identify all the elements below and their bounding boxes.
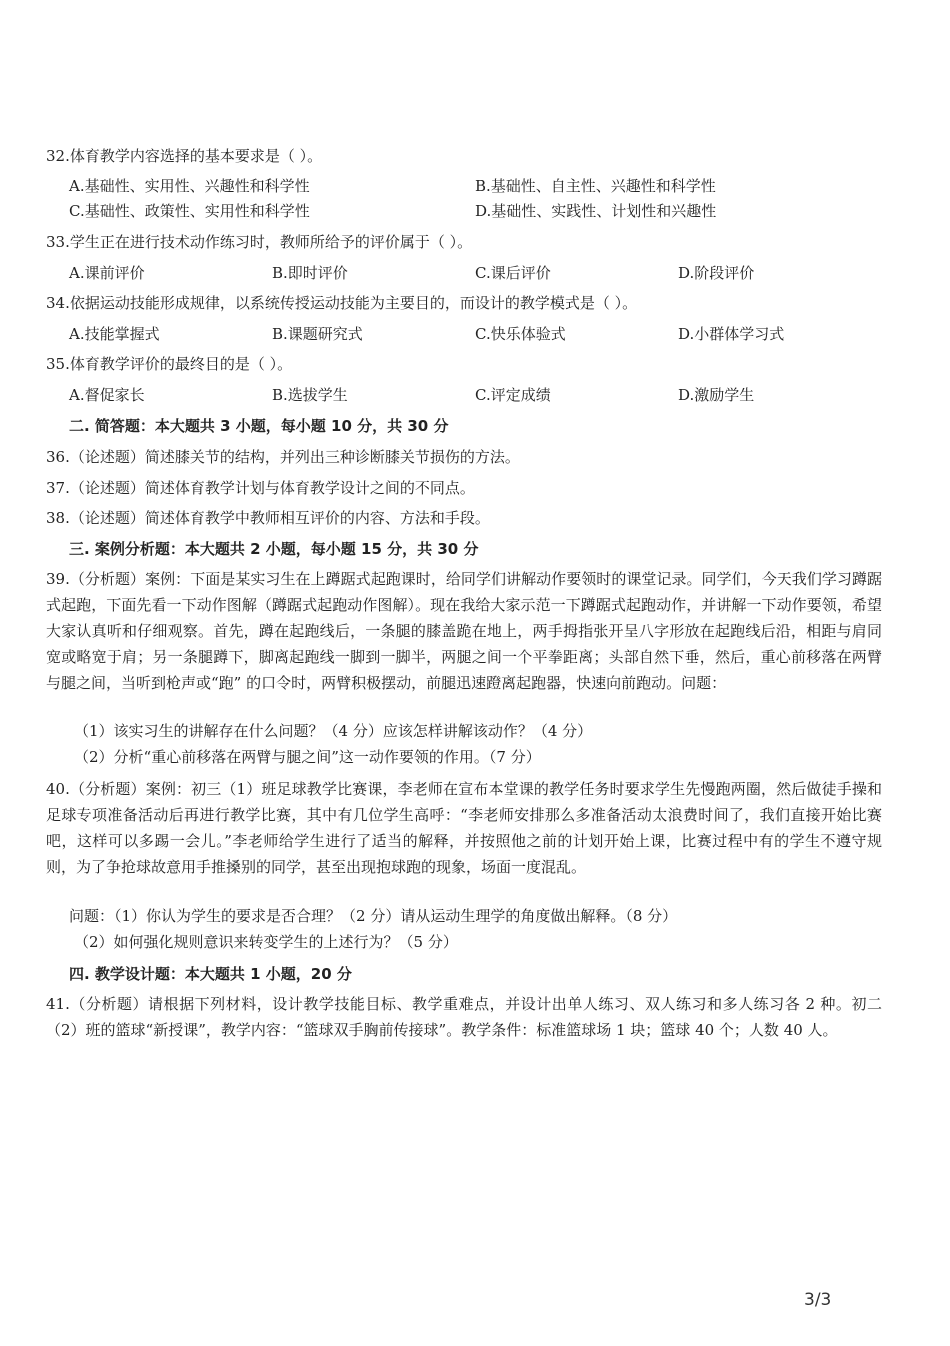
q32-option-d: D.基础性、实践性、计划性和兴趣性 bbox=[475, 202, 717, 220]
question-38: 38.（论述题）简述体育教学中教师相互评价的内容、方法和手段。 bbox=[46, 509, 490, 527]
question-40-case bbox=[46, 776, 882, 880]
q39-lead: 39.（分析题）案例： bbox=[46, 570, 191, 588]
q34-option-b: B.课题研究式 bbox=[272, 325, 363, 343]
question-39-sub-2: （2）分析“重心前移落在两臂与腿之间”这一动作要领的作用。（7 分） bbox=[74, 748, 541, 766]
q40-body: 初三（1）班足球教学比赛课，李老师在宣布本堂课的教学任务时要求学生先慢跑两圈，然后做徒手操和足球专项准备活动后再进行教学比赛，其中有几位学生高呼：“李老师安排那么多准备活动太浪费时间了，我们直接开始比赛吧，这样可以多踢一会儿。”李老师给学生进行了适当的解释，并按照他之前的计划开始上课，比赛过程中有的学生不遵守规则，为了争抢球故意用手推搡别的同学，甚至出现抱球跑的现象，场面一度混乱。 bbox=[46, 780, 882, 876]
q34-option-c: C.快乐体验式 bbox=[475, 325, 566, 343]
question-32-options-row1 bbox=[69, 176, 869, 197]
q33-option-b: B.即时评价 bbox=[272, 264, 348, 282]
q35-option-b: B.选拔学生 bbox=[272, 386, 348, 404]
question-39-sub-1: （1）该实习生的讲解存在什么问题？（4 分）应该怎样讲解该动作？（4 分） bbox=[74, 722, 593, 740]
question-41: 41.（分析题）请根据下列材料，设计教学技能目标、教学重难点，并设计出单人练习、双人练习和多人练习各 2 种。初二（2）班的篮球“新授课”，教学内容：“篮球双手胸前传接球”。教学条件：标准篮球场 1 块；篮球 40 个；人数 40 人。 bbox=[46, 995, 882, 1039]
q32-option-c: C.基础性、政策性、实用性和科学性 bbox=[69, 202, 310, 220]
question-34-stem: 34.依据运动技能形成规律，以系统传授运动技能为主要目的，而设计的教学模式是（ ）。 bbox=[46, 294, 638, 312]
q39-body: 下面是某实习生在上蹲踞式起跑课时，给同学们讲解动作要领时的课堂记录。同学们，今天我们学习蹲踞式起跑，下面先看一下动作图解（蹲踞式起跑动作图解）。现在我给大家示范一下蹲踞式起跑动作，并讲解一下动作要领，希望大家认真听和仔细观察。首先，蹲在起跑线后，一条腿的膝盖跪在地上，两手拇指张开呈八字形放在起跑线后沿，相距与肩同宽或略宽于肩；另一条腿蹲下，脚离起跑线一脚到一脚半，两腿之间一个平拳距离；头部自然下垂，然后，重心前移落在两臂与腿之间，当听到枪声或“跑” 的口令时，两臂积极摆动，前腿迅速蹬离起跑器，快速向前跑动。问题： bbox=[46, 570, 882, 692]
question-39-case bbox=[46, 566, 882, 696]
page-number: 3/3 bbox=[804, 1290, 832, 1310]
question-33-options bbox=[69, 263, 869, 284]
q34-option-d: D.小群体学习式 bbox=[678, 325, 785, 343]
question-35-stem: 35.体育教学评价的最终目的是（ ）。 bbox=[46, 355, 293, 373]
section-3-heading: 三. 案例分析题：本大题共 2 小题，每小题 15 分，共 30 分 bbox=[69, 540, 479, 558]
q40-lead: 40.（分析题）案例： bbox=[46, 780, 192, 798]
question-40-sub-1: 问题：（1）你认为学生的要求是否合理？（2 分）请从运动生理学的角度做出解释。（8 分） bbox=[69, 907, 678, 925]
q32-option-b: B.基础性、自主性、兴趣性和科学性 bbox=[475, 177, 716, 195]
question-35-options bbox=[69, 385, 869, 406]
question-40-sub-2: （2）如何强化规则意识来转变学生的上述行为？（5 分） bbox=[74, 933, 458, 951]
question-37: 37.（论述题）简述体育教学计划与体育教学设计之间的不同点。 bbox=[46, 479, 475, 497]
q34-option-a: A.技能掌握式 bbox=[69, 325, 160, 343]
question-32-stem: 32.体育教学内容选择的基本要求是（ ）。 bbox=[46, 147, 323, 165]
question-32-options-row2 bbox=[69, 201, 869, 222]
question-34-options bbox=[69, 324, 869, 345]
q32-option-a: A.基础性、实用性、兴趣性和科学性 bbox=[69, 177, 310, 195]
q35-option-d: D.激励学生 bbox=[678, 386, 755, 404]
section-2-heading: 二. 简答题：本大题共 3 小题，每小题 10 分，共 30 分 bbox=[69, 417, 449, 435]
q33-option-d: D.阶段评价 bbox=[678, 264, 755, 282]
question-33-stem: 33.学生正在进行技术动作练习时，教师所给予的评价属于（ ）。 bbox=[46, 233, 473, 251]
q35-option-a: A.督促家长 bbox=[69, 386, 145, 404]
section-4-heading: 四. 教学设计题：本大题共 1 小题，20 分 bbox=[69, 965, 352, 983]
q35-option-c: C.评定成绩 bbox=[475, 386, 551, 404]
q33-option-c: C.课后评价 bbox=[475, 264, 551, 282]
question-36: 36.（论述题）简述膝关节的结构，并列出三种诊断膝关节损伤的方法。 bbox=[46, 448, 520, 466]
q33-option-a: A.课前评价 bbox=[69, 264, 145, 282]
